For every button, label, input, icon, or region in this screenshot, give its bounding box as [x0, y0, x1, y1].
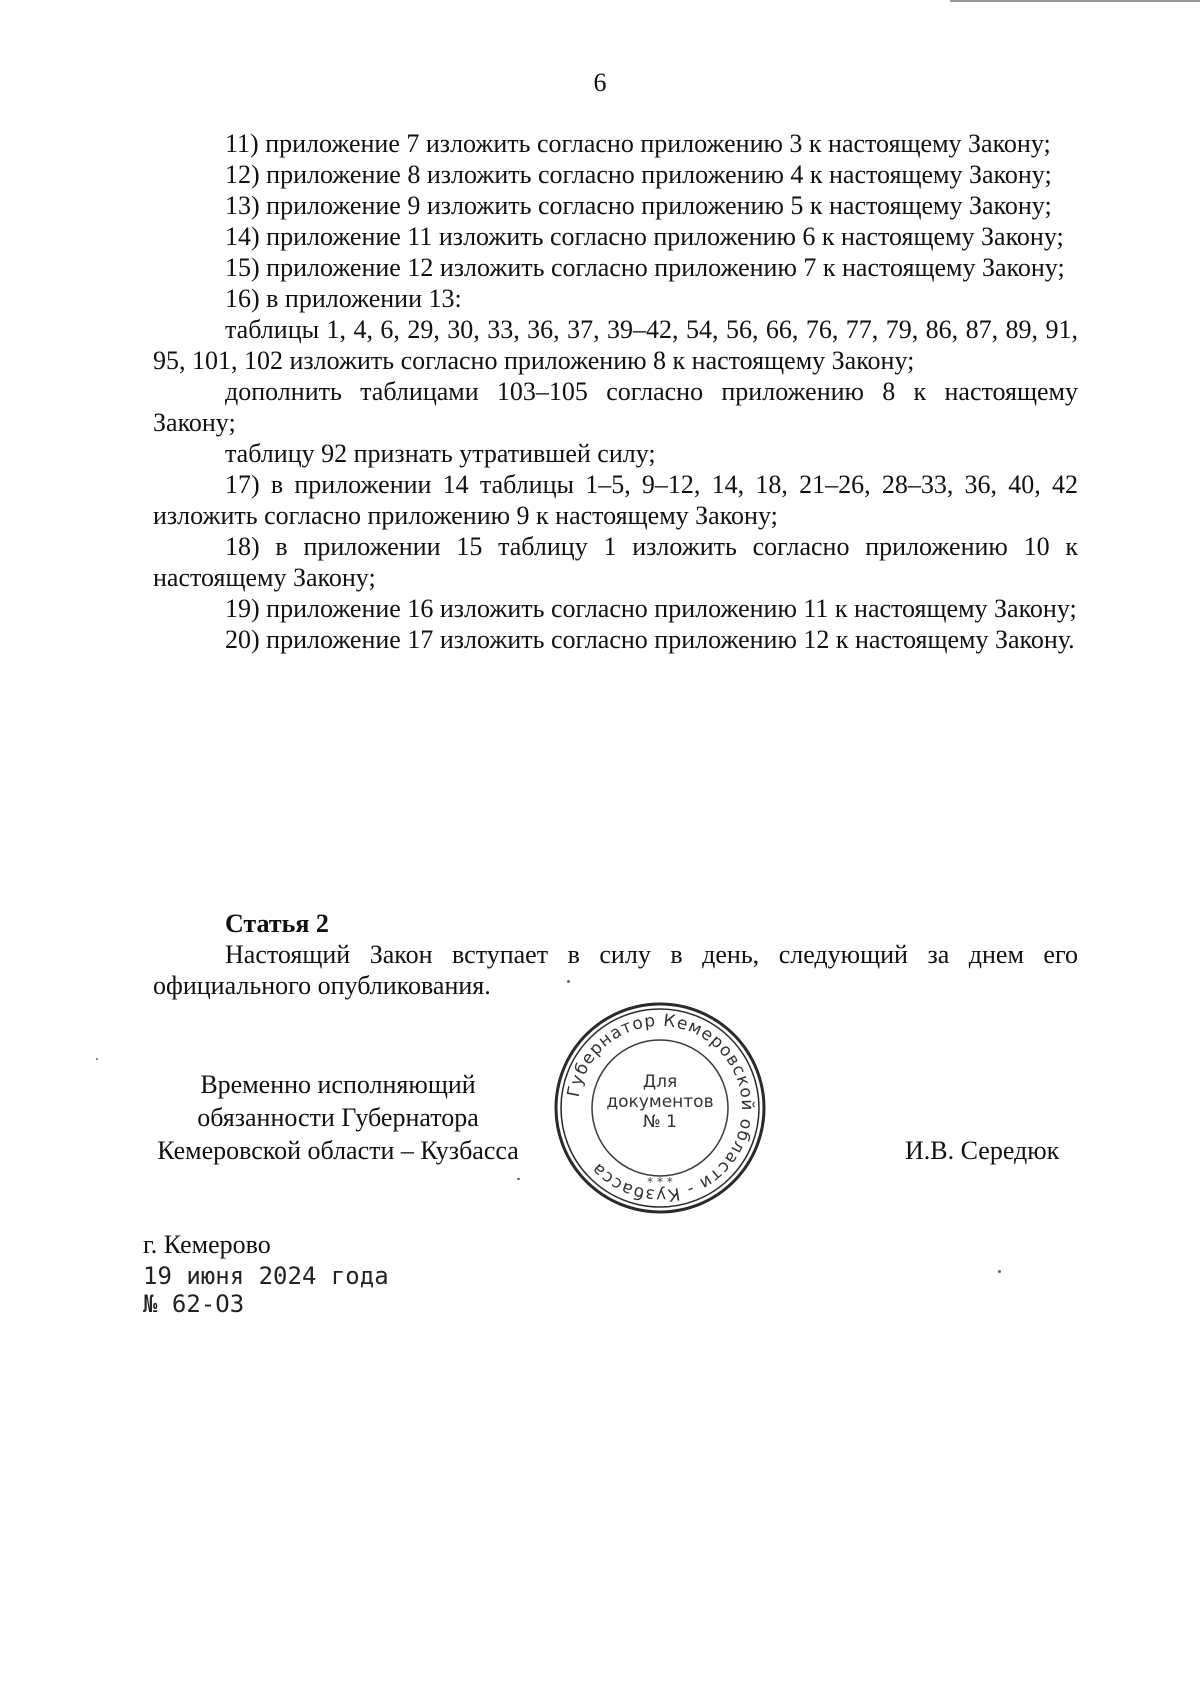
page-number: 6 [593, 68, 607, 97]
list-item: 18) в приложении 15 таблицу 1 изложить согласно приложению 10 к настоящему Закону; [153, 532, 1078, 592]
seal-center [590, 1072, 730, 1132]
signatory-title-line: Кемеровской области – Кузбасса [157, 1136, 519, 1165]
list-item: 12) приложение 8 изложить согласно приложению 4 к настоящему Закону; [225, 160, 1052, 189]
list-item: 14) приложение 11 изложить согласно приложению 6 к настоящему Закону; [225, 222, 1064, 251]
list-item: 20) приложение 17 изложить согласно приложению 12 к настоящему Закону. [225, 625, 1075, 654]
seal-center-line: документов [606, 1092, 714, 1112]
scan-top-rule [950, 0, 1200, 2]
seal-bottom-mark: * * * [647, 1175, 673, 1189]
law-number: № 62-ОЗ [143, 1290, 245, 1318]
scan-speck [96, 1058, 98, 1060]
signatory-title [143, 1068, 533, 1167]
list-item: 16) в приложении 13: [225, 284, 462, 313]
seal-center-line: Для [642, 1072, 678, 1092]
place-of-signing: г. Кемерово [143, 1230, 271, 1259]
list-item: дополнить таблицами 103–105 согласно приложению 8 к настоящему Закону; [153, 377, 1078, 437]
signatory-name: И.В. Середюк [905, 1136, 1060, 1165]
scan-speck [998, 1270, 1001, 1273]
official-seal [550, 998, 770, 1218]
list-item: 13) приложение 9 изложить согласно приложению 5 к настоящему Закону; [225, 191, 1052, 220]
signatory-title-line: Временно исполняющий [200, 1070, 476, 1099]
list-item: 19) приложение 16 изложить согласно приложению 11 к настоящему Закону; [225, 594, 1077, 623]
list-item: 15) приложение 12 изложить согласно приложению 7 к настоящему Закону; [225, 253, 1065, 282]
seal-center-line: № 1 [643, 1112, 677, 1132]
article-2 [153, 908, 1078, 1001]
list-item: таблицы 1, 4, 6, 29, 30, 33, 36, 37, 39–42, 54, 56, 66, 76, 77, 79, 86, 87, 89, 91, 95, 101, 102 изложить согласно приложению 8 к настоящему Закону; [153, 315, 1078, 375]
article-heading: Статья 2 [225, 909, 329, 938]
signatory-title-line: обязанности Губернатора [197, 1103, 479, 1132]
list-item: 11) приложение 7 изложить согласно приложению 3 к настоящему Закону; [225, 129, 1051, 158]
signing-date: 19 июня 2024 года [143, 1262, 389, 1290]
scan-speck [567, 980, 570, 983]
seal-ring-text: Губернатор Кемеровской области - Кузбасса [563, 1010, 758, 1206]
list-item: таблицу 92 признать утратившей силу; [225, 439, 656, 468]
document-body [153, 128, 1078, 655]
article-text: Настоящий Закон вступает в силу в день, следующий за днем его официального опубликования. [153, 940, 1078, 1000]
list-item: 17) в приложении 14 таблицы 1–5, 9–12, 14, 18, 21–26, 28–33, 36, 40, 42 изложить согласно приложению 9 к настоящему Закону; [153, 470, 1078, 530]
scan-speck [517, 1178, 520, 1180]
